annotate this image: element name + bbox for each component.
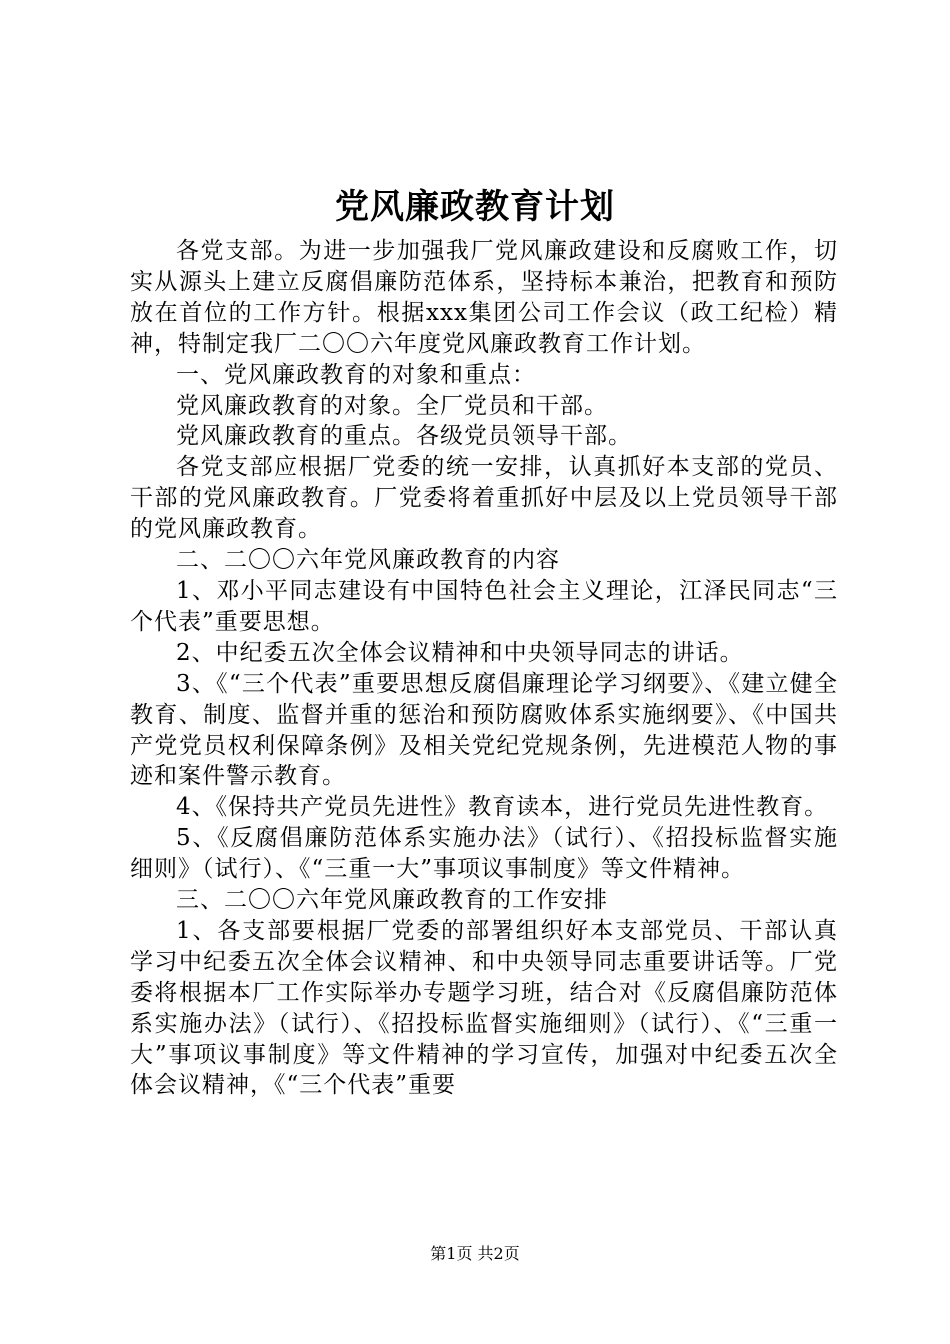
section-heading-2: 二、二〇〇六年党风廉政教育的内容 — [176, 547, 560, 574]
paragraph-intro: 各党支部。为进一步加强我厂党风廉政建设和反腐败工作，切实从源头上建立反腐倡廉防范体系，坚持标本兼治，把教育和预防放在首位的工作方针。根据xxx集团公司工作会议（政工纪检）精神，特制定我厂二〇〇六年度党风廉政教育工作计划。 — [130, 238, 838, 357]
document-title: 党风廉政教育计划 — [335, 187, 615, 227]
paragraph-focus: 党风廉政教育的重点。各级党员领导干部。 — [176, 423, 632, 450]
content-item-4: 4、《保持共产党员先进性》教育读本，进行党员先进性教育。 — [176, 794, 829, 821]
paragraph-arrangement: 各党支部应根据厂党委的统一安排，认真抓好本支部的党员、干部的党风廉政教育。厂党委将着重抓好中层及以上党员领导干部的党风廉政教育。 — [130, 454, 838, 543]
content-item-1: 1、邓小平同志建设有中国特色社会主义理论，江泽民同志“三个代表”重要思想。 — [130, 577, 838, 635]
page-footer: 第1页 共2页 — [430, 1244, 520, 1263]
work-item-1: 1、各支部要根据厂党委的部署组织好本支部党员、干部认真学习中纪委五次全体会议精神、和中央领导同志重要讲话等。厂党委将根据本厂工作实际举办专题学习班，结合对《反腐倡廉防范体系实施办法》（试行）、《招投标监督实施细则》（试行）、《“三重一大”事项议事制度》等文件精神的学习宣传，加强对中纪委五次全体会议精神，《“三个代表”重要 — [130, 917, 838, 1099]
document-body — [130, 236, 838, 1101]
content-item-3: 3、《“三个代表”重要思想反腐倡廉理论学习纲要》、《建立健全教育、制度、监督并重的惩治和预防腐败体系实施纲要》、《中国共产党党员权利保障条例》及相关党纪党规条例，先进模范人物的事迹和案件警示教育。 — [130, 670, 838, 790]
content-item-5: 5、《反腐倡廉防范体系实施办法》（试行）、《招投标监督实施细则》（试行）、《“三重一大”事项议事制度》等文件精神。 — [130, 825, 838, 883]
content-item-2: 2、中纪委五次全体会议精神和中央领导同志的讲话。 — [176, 639, 744, 666]
section-heading-1: 一、党风廉政教育的对象和重点： — [176, 361, 536, 388]
section-heading-3: 三、二〇〇六年党风廉政教育的工作安排 — [176, 887, 608, 914]
paragraph-target: 党风廉政教育的对象。全厂党员和干部。 — [176, 392, 608, 419]
